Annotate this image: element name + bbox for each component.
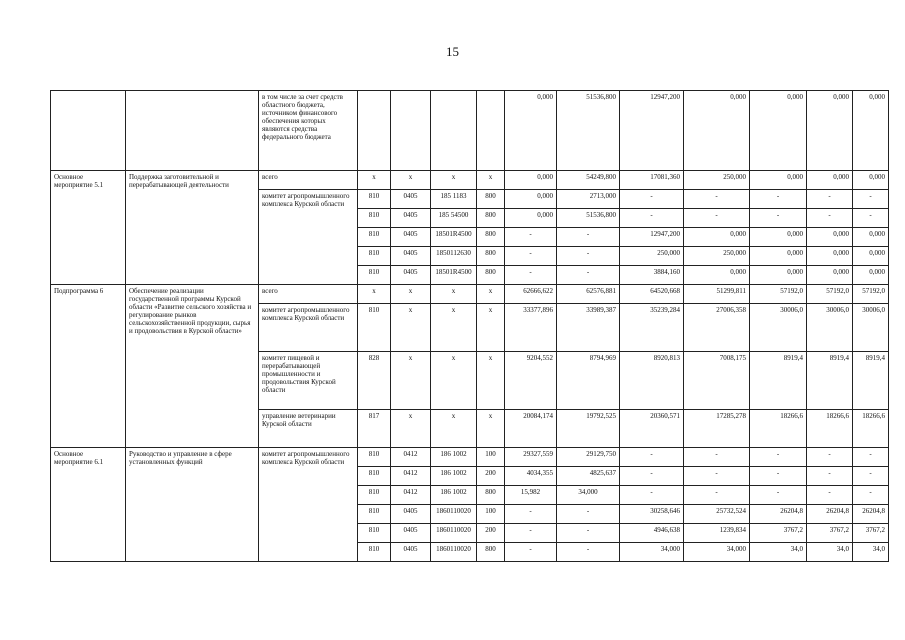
vr-cell: х [477,352,505,410]
value-cell: 29129,750 [557,448,620,467]
value-cell: - [557,505,620,524]
value-cell: - [620,486,684,505]
value-cell: 57192,0 [750,285,807,304]
grbs-cell: 810 [358,228,391,247]
value-cell: - [505,266,557,285]
value-cell: 4034,355 [505,467,557,486]
grbs-cell: 810 [358,247,391,266]
source-cell: комитет агропромышленного комплекса Курской области [259,190,358,285]
rzpr-cell: х [391,304,431,352]
value-cell: 34,000 [557,486,620,505]
value-cell: 3767,2 [853,524,889,543]
value-cell: 26204,8 [750,505,807,524]
csr-cell: 185 54500 [431,209,477,228]
value-cell: 33989,387 [557,304,620,352]
rzpr-cell: 0405 [391,190,431,209]
value-cell: - [557,247,620,266]
vr-cell: 200 [477,524,505,543]
value-cell: - [750,209,807,228]
value-cell: - [505,228,557,247]
value-cell: - [505,505,557,524]
value-cell: - [620,448,684,467]
value-cell: 0,000 [750,171,807,190]
value-cell: 18266,6 [750,410,807,448]
value-cell: 3884,160 [620,266,684,285]
value-cell: - [620,467,684,486]
rzpr-cell: 0412 [391,486,431,505]
value-cell: 26204,8 [807,505,853,524]
value-cell: - [807,190,853,209]
vr-cell: 800 [477,486,505,505]
value-cell: 8919,4 [807,352,853,410]
value-cell: 7008,175 [684,352,750,410]
table-row [51,448,889,467]
value-cell: 0,000 [750,228,807,247]
value-cell: - [684,467,750,486]
value-cell: 0,000 [807,171,853,190]
rzpr-cell: х [391,285,431,304]
value-cell: - [557,266,620,285]
value-cell: 30006,0 [853,304,889,352]
source-cell: всего [259,285,358,304]
grbs-cell: 810 [358,467,391,486]
value-cell: 33377,896 [505,304,557,352]
value-cell: 35239,284 [620,304,684,352]
value-cell: - [505,524,557,543]
rzpr-cell: х [391,410,431,448]
value-cell: 0,000 [807,247,853,266]
value-cell: 25732,524 [684,505,750,524]
vr-cell: 800 [477,209,505,228]
vr-cell: х [477,171,505,190]
value-cell: 0,000 [750,247,807,266]
page-number: 15 [446,44,459,59]
value-cell: 1239,834 [684,524,750,543]
vr-cell: 800 [477,228,505,247]
value-cell: 8919,4 [853,352,889,410]
csr-cell: х [431,304,477,352]
source-cell: в том числе за счет средств областного бюджета, источником финансового обеспечения которых являются средства федерального бюджета [259,91,358,171]
grbs-cell: х [358,285,391,304]
value-cell: - [750,486,807,505]
vr-cell: х [477,285,505,304]
value-cell: 17285,278 [684,410,750,448]
value-cell: 51536,800 [557,91,620,171]
name-cell: Руководство и управление в сфере установленных функций [126,448,259,562]
value-cell: 0,000 [505,171,557,190]
value-cell: 0,000 [750,91,807,171]
source-cell: комитет пищевой и перерабатывающей промышленности и продовольствия Курской области [259,352,358,410]
value-cell: 0,000 [807,91,853,171]
value-cell: - [557,228,620,247]
value-cell: 20084,174 [505,410,557,448]
vr-cell: х [477,304,505,352]
value-cell: - [684,190,750,209]
rzpr-cell: 0405 [391,543,431,562]
value-cell: 0,000 [853,228,889,247]
value-cell: 8919,4 [750,352,807,410]
rzpr-cell: 0405 [391,505,431,524]
value-cell: 4946,638 [620,524,684,543]
value-cell: 57192,0 [807,285,853,304]
value-cell: - [807,467,853,486]
csr-cell: 185 1183 [431,190,477,209]
value-cell: 0,000 [807,266,853,285]
value-cell: 0,000 [505,190,557,209]
value-cell: 12947,200 [620,228,684,247]
value-cell: 27006,358 [684,304,750,352]
value-cell: 0,000 [684,228,750,247]
value-cell: - [853,209,889,228]
value-cell: 30258,646 [620,505,684,524]
value-cell: 62666,622 [505,285,557,304]
value-cell: 30006,0 [750,304,807,352]
value-cell: 0,000 [684,91,750,171]
grbs-cell: 810 [358,190,391,209]
value-cell: 30006,0 [807,304,853,352]
source-cell: комитет агропромышленного комплекса Курской области [259,304,358,352]
value-cell: 0,000 [684,266,750,285]
value-cell: - [807,486,853,505]
value-cell: 4825,637 [557,467,620,486]
value-cell: - [620,209,684,228]
value-cell: 54249,800 [557,171,620,190]
csr-cell: 18501R4500 [431,266,477,285]
source-cell: всего [259,171,358,190]
value-cell: 51299,811 [684,285,750,304]
status-cell: Подпрограмма 6 [51,285,126,448]
table-row [51,91,889,171]
vr-cell: х [477,410,505,448]
value-cell: 34,0 [807,543,853,562]
rzpr-cell: 0412 [391,448,431,467]
rzpr-cell: х [391,171,431,190]
rzpr-cell: х [391,352,431,410]
source-cell: комитет агропромышленного комплекса Курской области [259,448,358,562]
csr-cell: 18501R4500 [431,228,477,247]
value-cell: - [557,524,620,543]
vr-cell: 800 [477,247,505,266]
grbs-cell: 810 [358,505,391,524]
csr-cell: 1860110020 [431,524,477,543]
csr-cell: 186 1002 [431,486,477,505]
grbs-cell: 810 [358,448,391,467]
grbs-cell: 810 [358,266,391,285]
csr-cell: 1860110020 [431,543,477,562]
table-row [51,171,889,190]
value-cell: - [750,190,807,209]
value-cell: 8920,813 [620,352,684,410]
grbs-cell: 828 [358,352,391,410]
rzpr-cell: 0405 [391,524,431,543]
value-cell: - [684,448,750,467]
rzpr-cell: 0405 [391,209,431,228]
value-cell: 0,000 [807,228,853,247]
value-cell: 20360,571 [620,410,684,448]
value-cell: - [853,448,889,467]
value-cell: 0,000 [505,91,557,171]
status-cell [51,91,126,171]
value-cell: 250,000 [684,171,750,190]
value-cell: 8794,969 [557,352,620,410]
vr-cell: 100 [477,448,505,467]
status-cell: Основное мероприятие 5.1 [51,171,126,285]
value-cell: 34,0 [853,543,889,562]
value-cell: - [557,543,620,562]
value-cell: - [853,486,889,505]
csr-cell: х [431,410,477,448]
value-cell: - [750,448,807,467]
vr-cell: 200 [477,467,505,486]
value-cell: 29327,559 [505,448,557,467]
value-cell: - [620,190,684,209]
vr-cell: 800 [477,543,505,562]
vr-cell: 800 [477,190,505,209]
rzpr-cell: 0405 [391,266,431,285]
grbs-cell: 810 [358,304,391,352]
csr-cell: х [431,171,477,190]
value-cell: - [853,467,889,486]
value-cell: 26204,8 [853,505,889,524]
value-cell: 9204,552 [505,352,557,410]
value-cell: - [750,467,807,486]
rzpr-cell: 0412 [391,467,431,486]
table-row [51,285,889,304]
value-cell: - [505,543,557,562]
value-cell: - [853,190,889,209]
csr-cell: 1860110020 [431,505,477,524]
value-cell: 17081,360 [620,171,684,190]
value-cell: 51536,800 [557,209,620,228]
value-cell: 3767,2 [750,524,807,543]
csr-cell: 186 1002 [431,467,477,486]
value-cell: - [505,247,557,266]
grbs-cell: х [358,171,391,190]
value-cell: - [807,209,853,228]
value-cell: 0,000 [853,266,889,285]
vr-cell: 100 [477,505,505,524]
grbs-cell: 810 [358,543,391,562]
value-cell: 12947,200 [620,91,684,171]
rzpr-cell: 0405 [391,247,431,266]
status-cell: Основное мероприятие 6.1 [51,448,126,562]
value-cell: 15,982 [505,486,557,505]
value-cell: 0,000 [853,171,889,190]
rzpr-cell: 0405 [391,228,431,247]
value-cell: 57192,0 [853,285,889,304]
grbs-cell: 810 [358,486,391,505]
value-cell: 0,000 [853,91,889,171]
value-cell: - [807,448,853,467]
csr-cell: 186 1002 [431,448,477,467]
value-cell: - [684,486,750,505]
value-cell: 250,000 [620,247,684,266]
csr-cell: х [431,352,477,410]
value-cell: 64520,668 [620,285,684,304]
name-cell: Обеспечение реализации государственной программы Курской области «Развитие сельского хозяйства и регулирование рынков сельскохозяйственной продукции, сырья и продовольствия в Курской области» [126,285,259,448]
name-cell [126,91,259,171]
grbs-cell: 817 [358,410,391,448]
value-cell: 18266,6 [853,410,889,448]
grbs-cell: 810 [358,524,391,543]
source-cell: управление ветеринарии Курской области [259,410,358,448]
value-cell: 0,000 [853,247,889,266]
value-cell: 18266,6 [807,410,853,448]
csr-cell: 1850112630 [431,247,477,266]
csr-cell: х [431,285,477,304]
value-cell: 0,000 [505,209,557,228]
vr-cell: 800 [477,266,505,285]
value-cell: 19792,525 [557,410,620,448]
value-cell: 34,000 [620,543,684,562]
value-cell: 250,000 [684,247,750,266]
value-cell: 3767,2 [807,524,853,543]
grbs-cell: 810 [358,209,391,228]
value-cell: 34,0 [750,543,807,562]
value-cell: 0,000 [750,266,807,285]
value-cell: 2713,000 [557,190,620,209]
value-cell: 34,000 [684,543,750,562]
value-cell: 62576,881 [557,285,620,304]
value-cell: - [684,209,750,228]
budget-table [50,90,889,562]
name-cell: Поддержка заготовительной и перерабатывающей деятельности [126,171,259,285]
